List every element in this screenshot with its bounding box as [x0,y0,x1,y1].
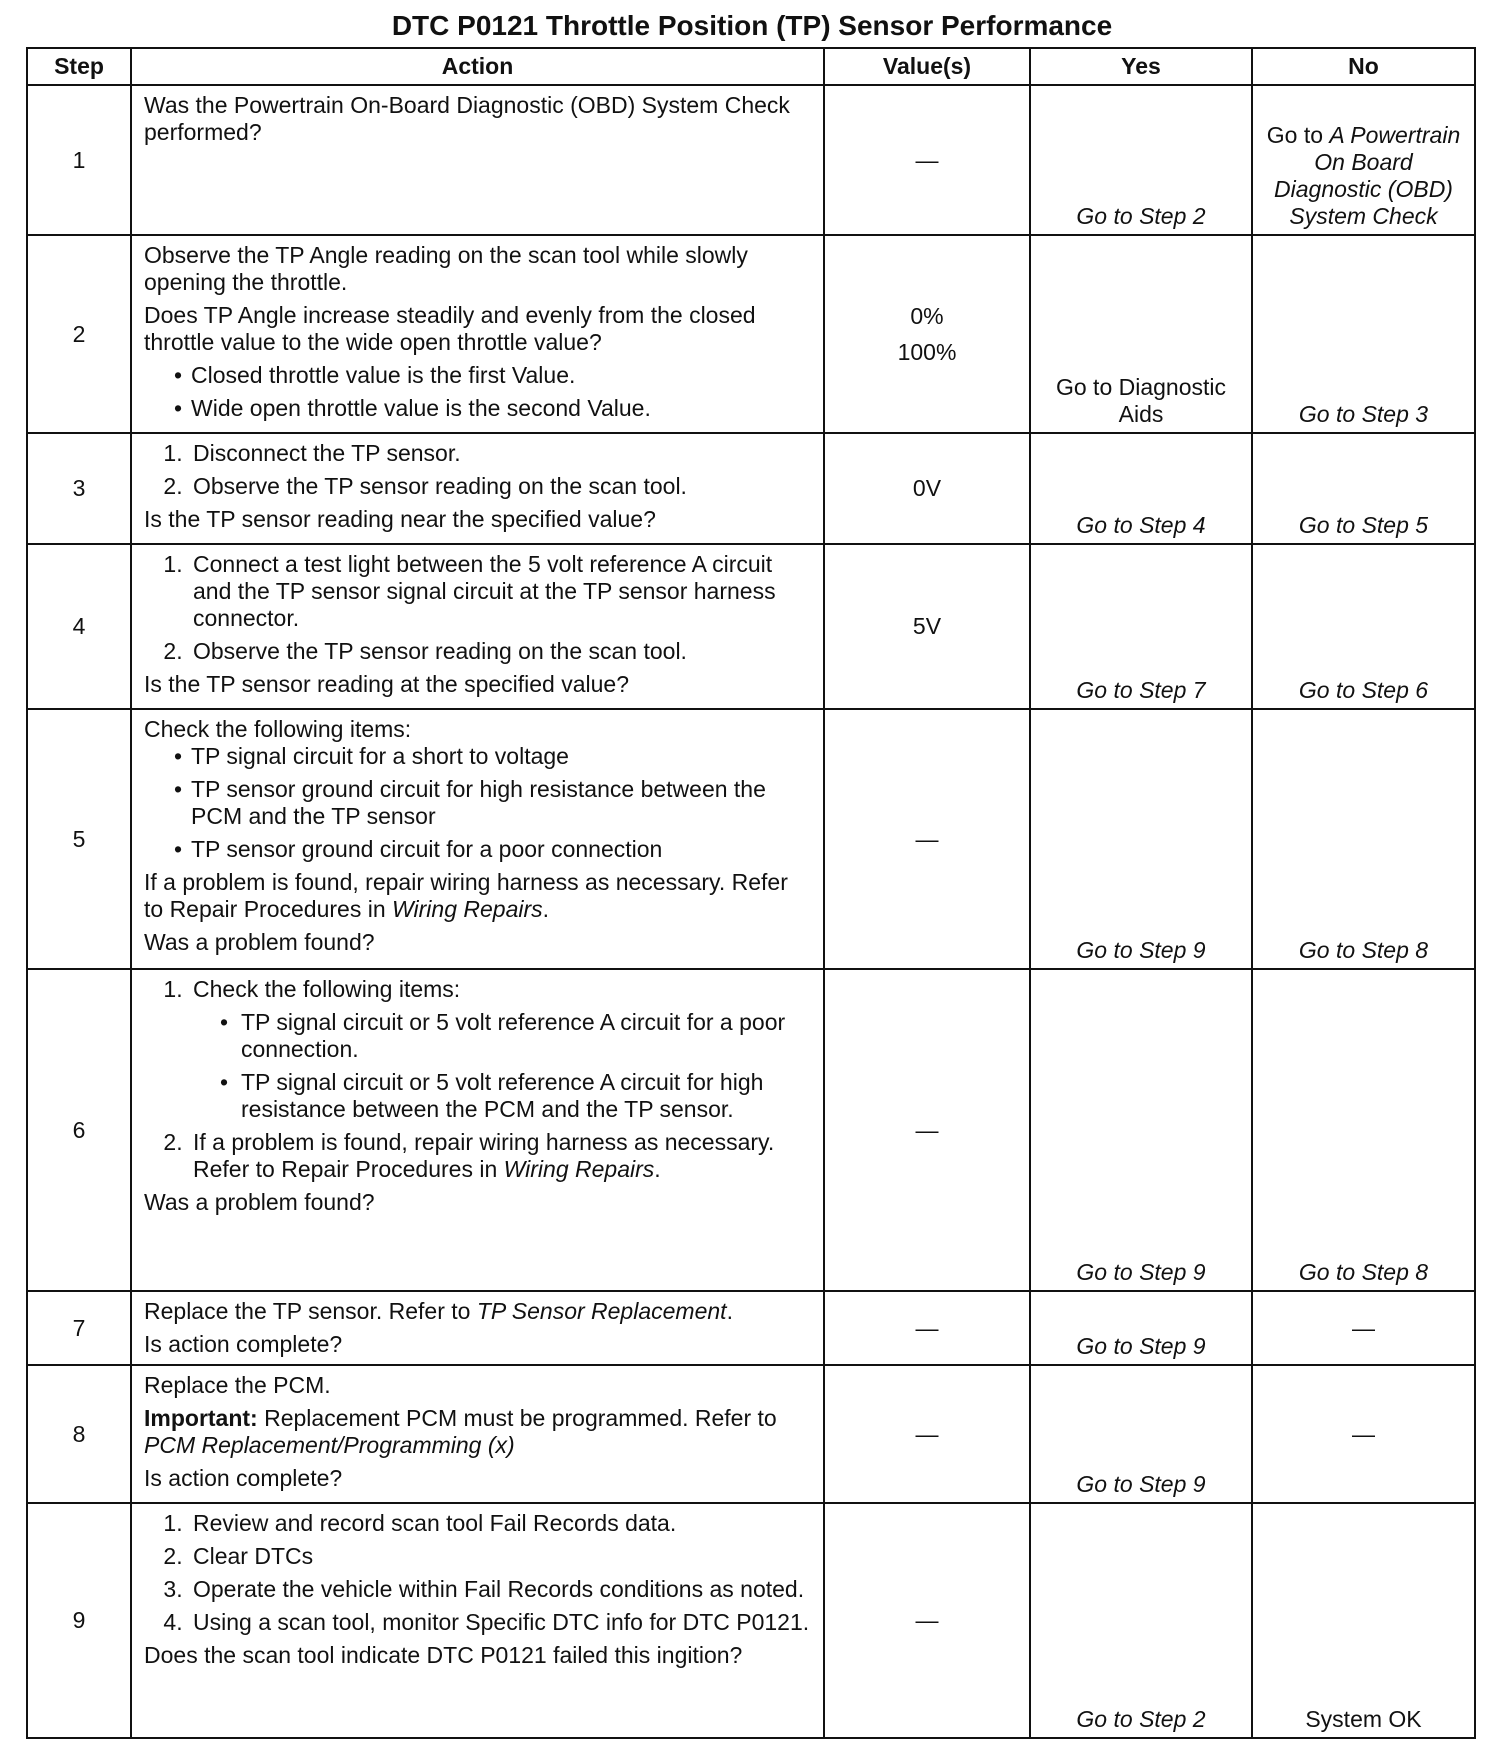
action-text: Check the following items: [144,716,412,742]
no-cell: — [1252,1291,1475,1365]
value-cell: 0V [824,433,1030,544]
table-row [27,709,1475,969]
table-row [27,1291,1475,1365]
step-number: 1 [27,85,131,235]
no-cell: System OK [1252,1503,1475,1738]
list-item: • TP sensor ground circuit for a poor connection [191,836,813,863]
yes-cell: Go to Step 9 [1030,1291,1252,1365]
list-item: • TP signal circuit or 5 volt reference A circuit for a poor connection. [237,1009,813,1063]
list-item: 3. Operate the vehicle within Fail Records conditions as noted. [189,1576,813,1603]
no-cell: Go to Step 5 [1252,433,1475,544]
list-item-text: If a problem is found, repair wiring harness as necessary. Refer to Repair Procedures in [193,1129,775,1182]
no-cell: Go to Step 3 [1252,235,1475,433]
value-cell: — [824,1365,1030,1503]
document-title: DTC P0121 Throttle Position (TP) Sensor Performance [391,10,1113,41]
list-item: 1. Review and record scan tool Fail Records data. [189,1510,813,1537]
yes-cell: Go to Diagnostic Aids [1030,235,1252,433]
table-row [27,1365,1475,1503]
list-item: 2. Observe the TP sensor reading on the scan tool. [189,473,813,500]
table-row [27,969,1475,1291]
bullet-list [193,1009,813,1123]
action-question: Was a problem found? [144,1189,375,1215]
list-item [189,1129,813,1183]
no-cell: Go to Step 8 [1252,969,1475,1291]
reference-link: TP Sensor Replacement [476,1298,727,1324]
step-number: 3 [27,433,131,544]
yes-cell: Go to Step 9 [1030,969,1252,1291]
no-link: A Powertrain On Board Diagnostic (OBD) System Check [1274,122,1461,229]
value-cell [824,235,1030,433]
yes-cell: Go to Step 4 [1030,433,1252,544]
action-cell [131,235,824,433]
action-text-part: . [542,896,550,922]
bullet-list [144,743,813,863]
table-row [27,235,1475,433]
value-cell: — [824,969,1030,1291]
important-text: Replacement PCM must be programmed. Refer to [257,1405,777,1431]
value-cell: — [824,1503,1030,1738]
step-number: 6 [27,969,131,1291]
action-question: Is action complete? [144,1331,343,1357]
yes-cell: Go to Step 9 [1030,709,1252,969]
list-item: • TP signal circuit or 5 volt reference A circuit for high resistance between the PCM and the TP sensor. [237,1069,813,1123]
header-action: Action [131,48,824,85]
list-item: 2. Clear DTCs [189,1543,813,1570]
value-cell: — [824,709,1030,969]
action-text-part: . [726,1298,733,1324]
action-cell [131,544,824,709]
list-item: 2. Observe the TP sensor reading on the scan tool. [189,638,813,665]
reference-link: Wiring Repairs [392,896,543,922]
no-cell: — [1252,1365,1475,1503]
action-text: Observe the TP Angle reading on the scan tool while slowly opening the throttle. [144,242,748,295]
table-row [27,544,1475,709]
action-question: Was the Powertrain On-Board Diagnostic (OBD) System Check performed? [144,92,790,145]
list-item: • Wide open throttle value is the second Value. [191,395,813,422]
reference-link: Wiring Repairs [503,1156,655,1182]
step-number: 8 [27,1365,131,1503]
list-item: 1. Connect a test light between the 5 volt reference A circuit and the TP sensor signal circuit at the TP sensor harness connector. [189,551,813,632]
action-question: Does TP Angle increase steadily and evenly from the closed throttle value to the wide open throttle value? [144,302,756,355]
action-text: Replace the PCM. [144,1372,331,1398]
yes-cell: Go to Step 2 [1030,85,1252,235]
value-cell: 5V [824,544,1030,709]
numbered-list [144,551,813,665]
no-text: Go to [1266,122,1330,148]
value-cell: — [824,85,1030,235]
yes-cell: Go to Step 7 [1030,544,1252,709]
action-question: Does the scan tool indicate DTC P0121 failed this ingition? [144,1642,743,1668]
no-cell: Go to Step 6 [1252,544,1475,709]
list-item: • TP signal circuit for a short to voltage [191,743,813,770]
list-item: • Closed throttle value is the first Value. [191,362,813,389]
yes-cell: Go to Step 2 [1030,1503,1252,1738]
action-question: Was a problem found? [144,929,375,955]
action-cell [131,433,824,544]
value-2: 100% [897,339,957,365]
list-item [189,976,813,1123]
header-step: Step [27,48,131,85]
action-text-part: Replace the TP sensor. Refer to [144,1298,477,1324]
step-number: 2 [27,235,131,433]
header-yes: Yes [1030,48,1252,85]
step-number: 5 [27,709,131,969]
reference-link: PCM Replacement/Programming (x) [144,1432,515,1458]
important-note [144,1405,813,1459]
list-item-text: . [654,1156,661,1182]
no-cell [1252,85,1475,235]
header-values: Value(s) [824,48,1030,85]
table-row [27,85,1475,235]
action-cell [131,1291,824,1365]
numbered-list [144,440,813,500]
table-row [27,1503,1475,1738]
numbered-list [144,976,813,1183]
action-cell [131,969,824,1291]
diagnostic-table [26,47,1476,1739]
step-number: 7 [27,1291,131,1365]
action-text [144,869,813,923]
action-question: Is action complete? [144,1465,343,1491]
list-item-text: Check the following items: [193,976,461,1002]
action-cell [131,709,824,969]
action-question: Is the TP sensor reading near the specified value? [144,506,656,532]
action-question: Is the TP sensor reading at the specified value? [144,671,630,697]
important-label: Important: [144,1405,258,1431]
header-no: No [1252,48,1475,85]
table-row [27,433,1475,544]
action-cell [131,1503,824,1738]
header-row [27,48,1475,85]
action-cell [131,1365,824,1503]
no-cell: Go to Step 8 [1252,709,1475,969]
action-cell [131,85,824,235]
action-text [144,1298,813,1325]
step-number: 9 [27,1503,131,1738]
value-1: 0% [910,303,944,329]
list-item: 4. Using a scan tool, monitor Specific DTC info for DTC P0121. [189,1609,813,1636]
value-cell: — [824,1291,1030,1365]
list-item: • TP sensor ground circuit for high resistance between the PCM and the TP sensor [191,776,813,830]
step-number: 4 [27,544,131,709]
numbered-list [144,1510,813,1636]
bullet-list [144,362,813,422]
yes-cell: Go to Step 9 [1030,1365,1252,1503]
action-text-part: If a problem is found, repair wiring harness as necessary. Refer to Repair Procedures in [144,869,788,922]
list-item: 1. Disconnect the TP sensor. [189,440,813,467]
